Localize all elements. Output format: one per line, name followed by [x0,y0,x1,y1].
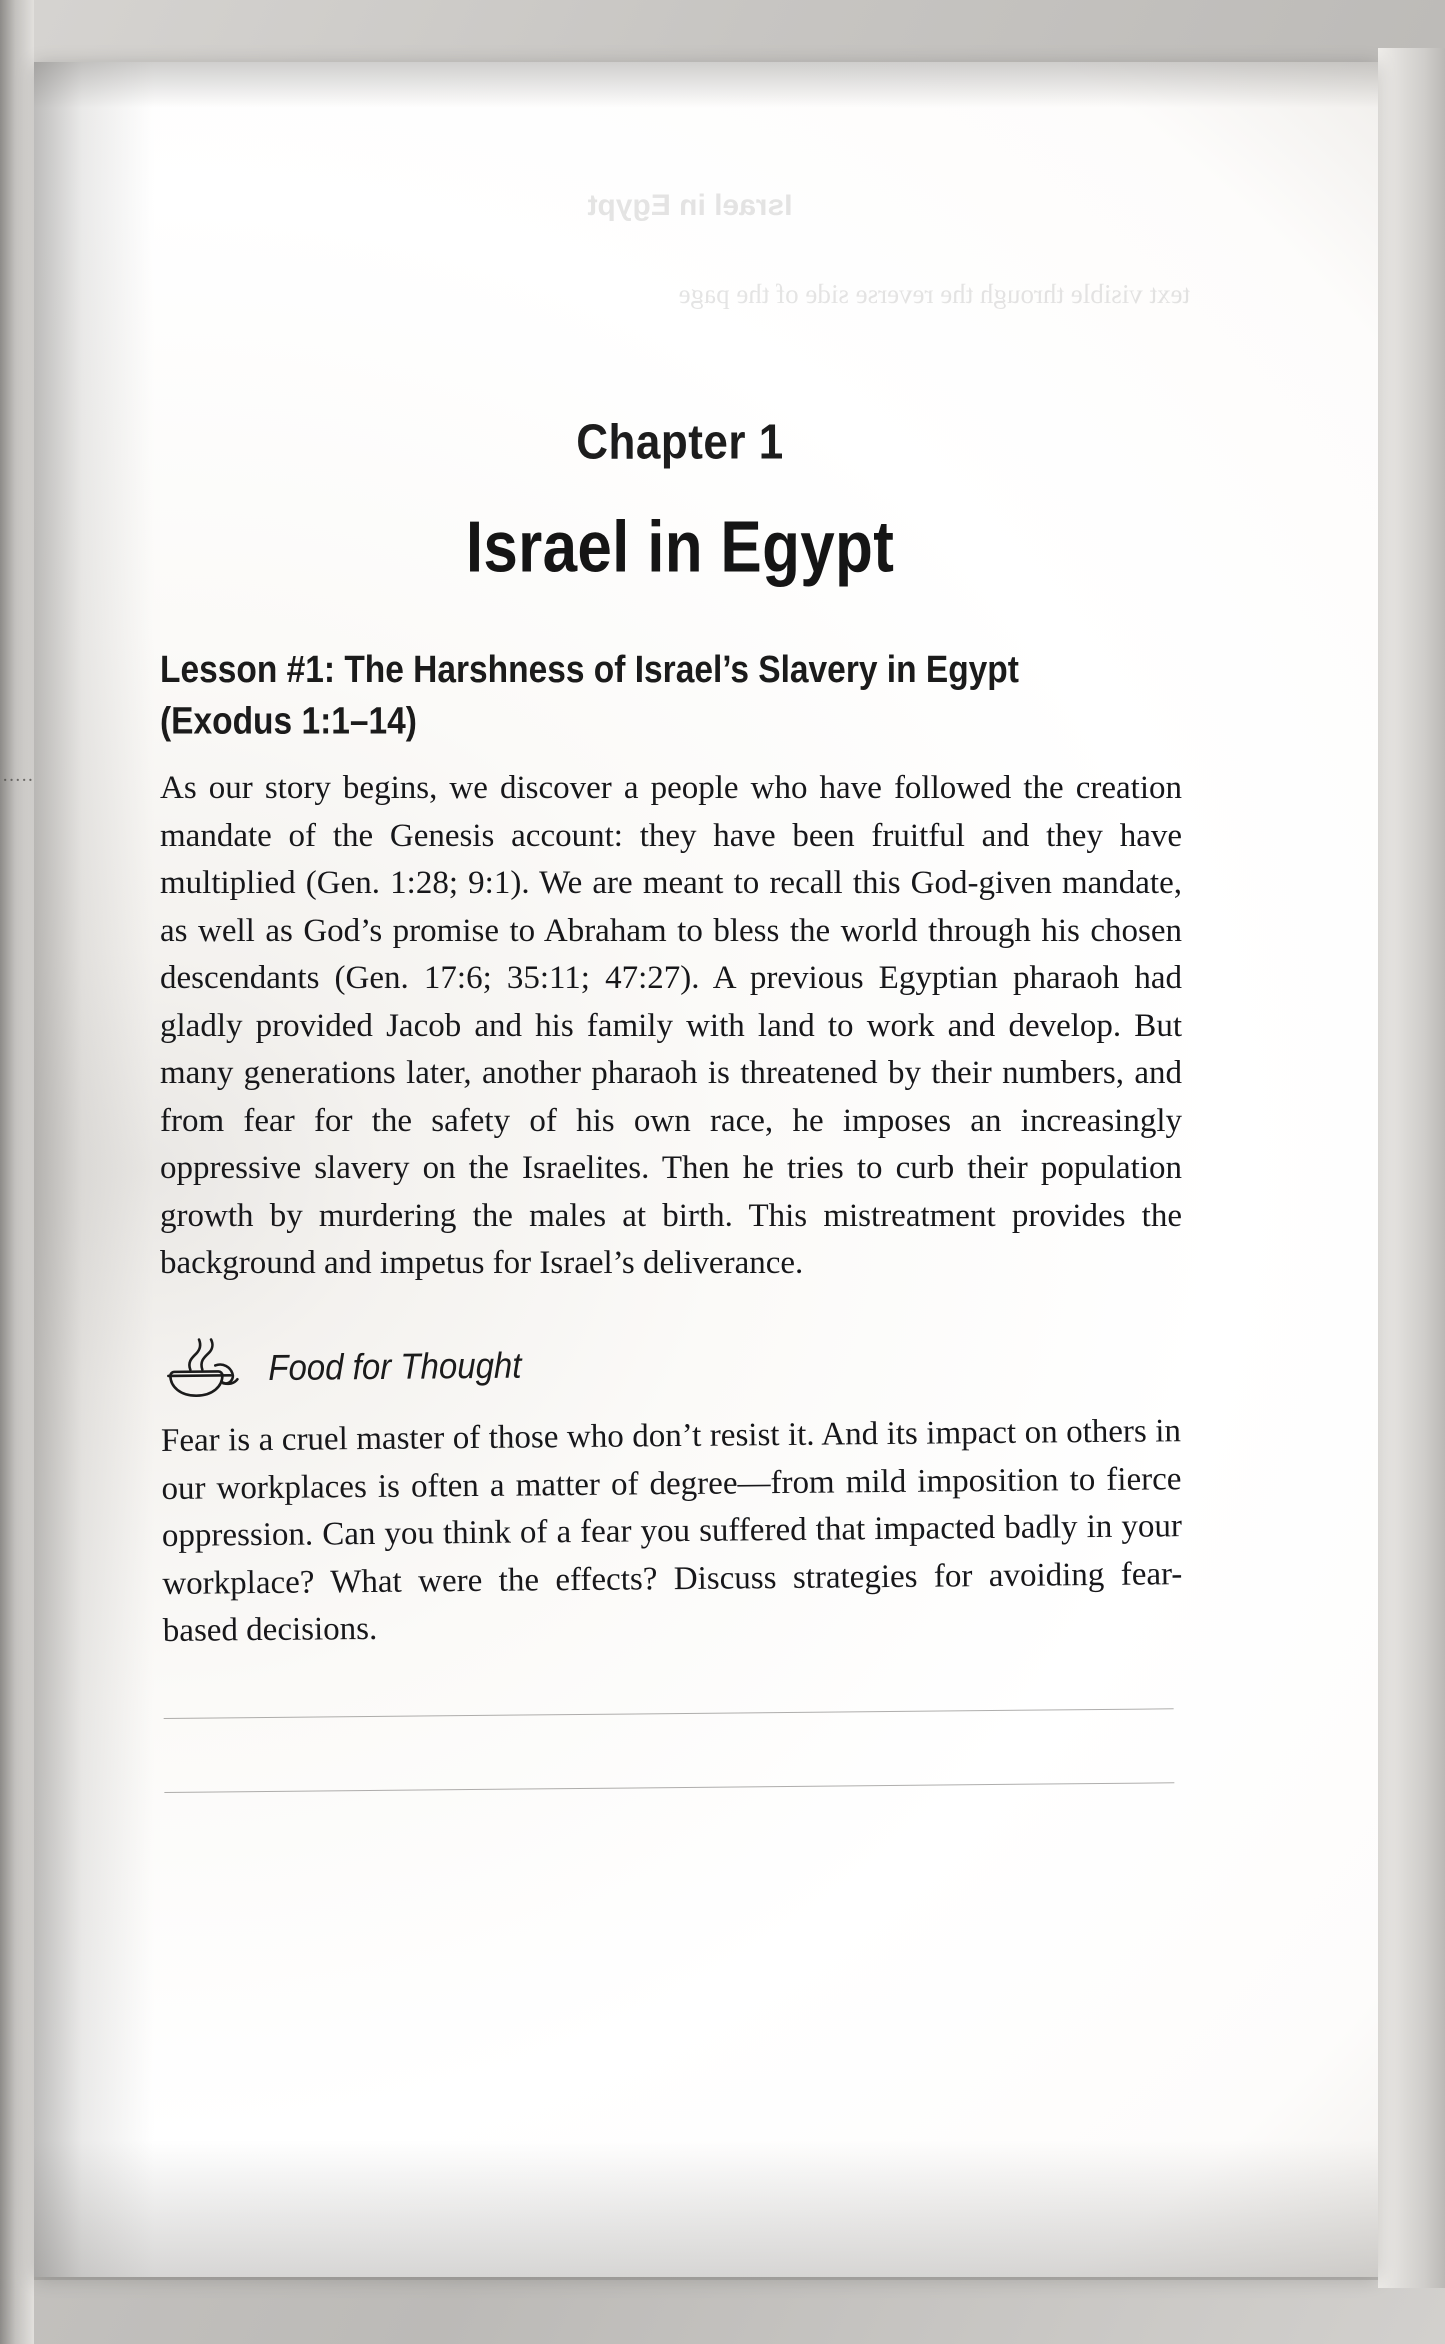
body-paragraph: As our story begins, we discover a people who have followed the creation mandate of the Genesis account: they have been fruitful and they have multiplied (Gen. 1:28; 9:1). We are meant to recall this God-given mandate, as well as God’s promise to Abraham to bless the world through his chosen descendants (Gen. 17:6; 35:11; 47:27). A previous Egyptian pharaoh had gladly provided Jacob and his family with land to work and develop. But many generations later, another pharaoh is threatened by their numbers, and from fear for the safety of his own race, he imposes an increasingly oppressive slavery on the Israelites. Then he tries to curb their population growth by murdering the males at birth. This mistreatment provides the background and impetus for Israel’s deliverance. [160,770,1182,1281]
lesson-heading: Lesson #1: The Harshness of Israel’s Slavery in Egypt (Exodus 1:1–14) [160,649,1019,743]
food-for-thought-header [160,1326,1201,1402]
adjacent-page-edge-text: ····· [2,770,34,791]
chapter-label: Chapter 1 [576,415,784,470]
writing-line [164,1781,1174,1792]
mortar-and-pestle-icon [160,1335,247,1402]
adjacent-page-sliver [0,0,34,2344]
food-for-thought-label: Food for Thought [268,1344,522,1388]
chapter-title: Israel in Egypt [465,507,895,588]
writing-line [164,1707,1174,1718]
writing-lines [164,1707,1175,1792]
page-content [160,0,1200,1865]
food-for-thought-text: Fear is a cruel master of those who don’t resist it. And its impact on others in our workplaces is often a matter of degree—from mild imposition to fierce oppression. Can you think of a fear you suffered that impacted badly in your workplace? What were the effects? Discuss strategies for avoiding fear-based decisions. [160,1412,1183,1649]
book-outer-edge [1378,48,1445,2288]
